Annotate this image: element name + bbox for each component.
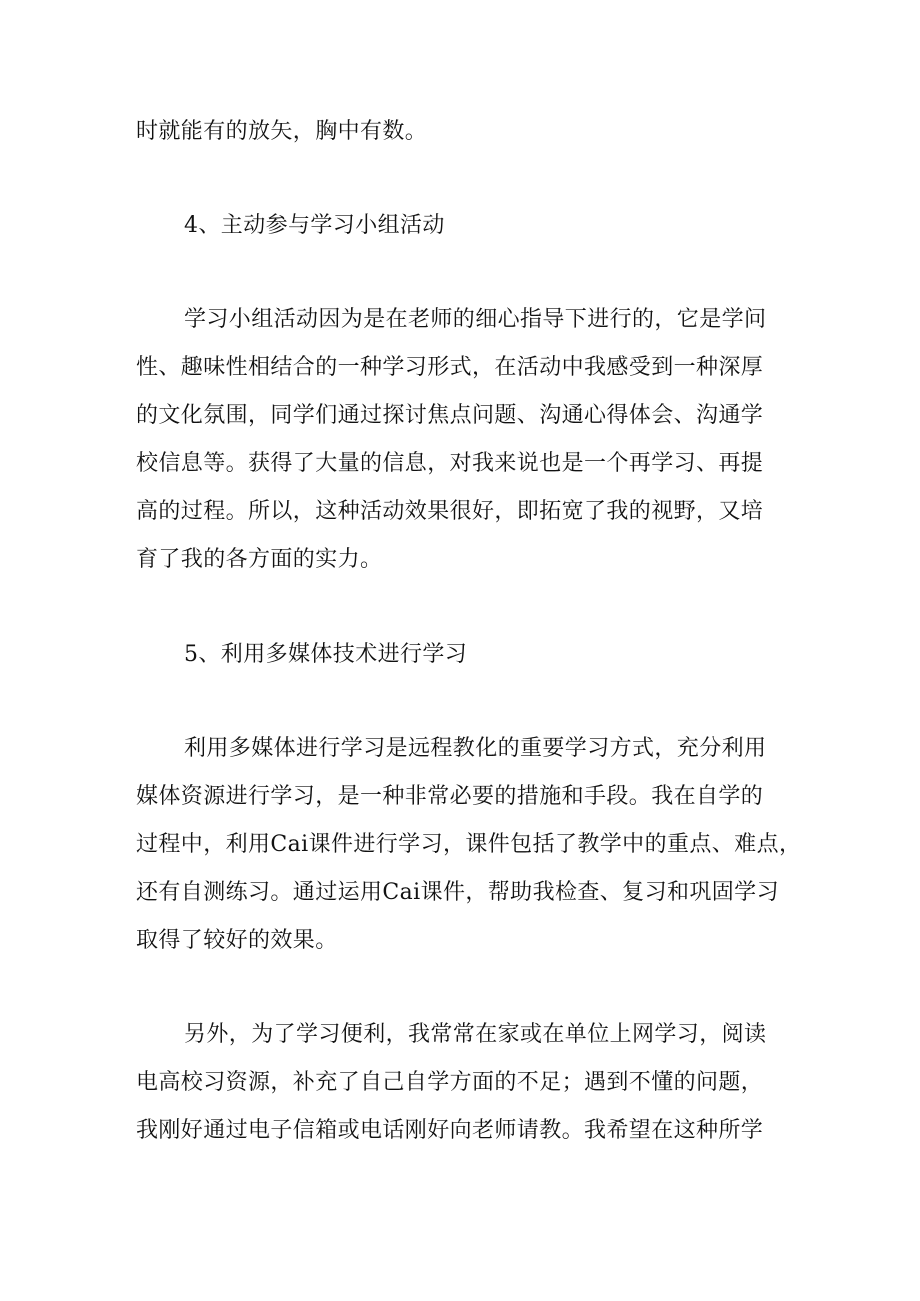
paragraph-line: 媒体资源进行学习，是一种非常必要的措施和手段。我在自学的: [136, 784, 764, 809]
paragraph-line: 育了我的各方面的实力。: [136, 547, 383, 572]
paragraph-line: 时就能有的放矢，胸中有数。: [136, 119, 428, 144]
paragraph-line: 还有自测练习。通过运用Cai课件，帮助我检查、复习和巩固学习: [136, 880, 779, 905]
paragraph-line: 学习小组活动因为是在老师的细心指导下进行的，它是学问: [184, 307, 767, 332]
paragraph-line: 高的过程。所以，这种活动效果很好，即拓宽了我的视野，又培: [136, 499, 764, 524]
paragraph-line: 的文化氛围，同学们通过探讨焦点问题、沟通心得体会、沟通学: [136, 403, 764, 428]
paragraph-line: 我刚好通过电子信箱或电话刚好向老师请教。我希望在这种所学: [136, 1118, 764, 1143]
paragraph-line: 过程中，利用Cai课件进行学习，课件包括了教学中的重点、难点，: [136, 832, 802, 857]
paragraph-line: 利用多媒体进行学习是远程教化的重要学习方式，充分利用: [184, 736, 767, 761]
paragraph-line: 取得了较好的效果。: [136, 928, 338, 953]
paragraph-line: 校信息等。获得了大量的信息，对我来说也是一个再学习、再提: [136, 451, 764, 476]
paragraph-line: 电高校习资源，补充了自己自学方面的不足；遇到不懂的问题，: [136, 1070, 764, 1095]
paragraph-line: 性、趣味性相结合的一种学习形式，在活动中我感受到一种深厚: [136, 355, 764, 380]
paragraph-line: 另外，为了学习便利，我常常在家或在单位上网学习，阅读: [184, 1022, 767, 1047]
section-heading: 4、主动参与学习小组活动: [184, 213, 445, 238]
section-heading: 5、利用多媒体技术进行学习: [184, 642, 468, 667]
